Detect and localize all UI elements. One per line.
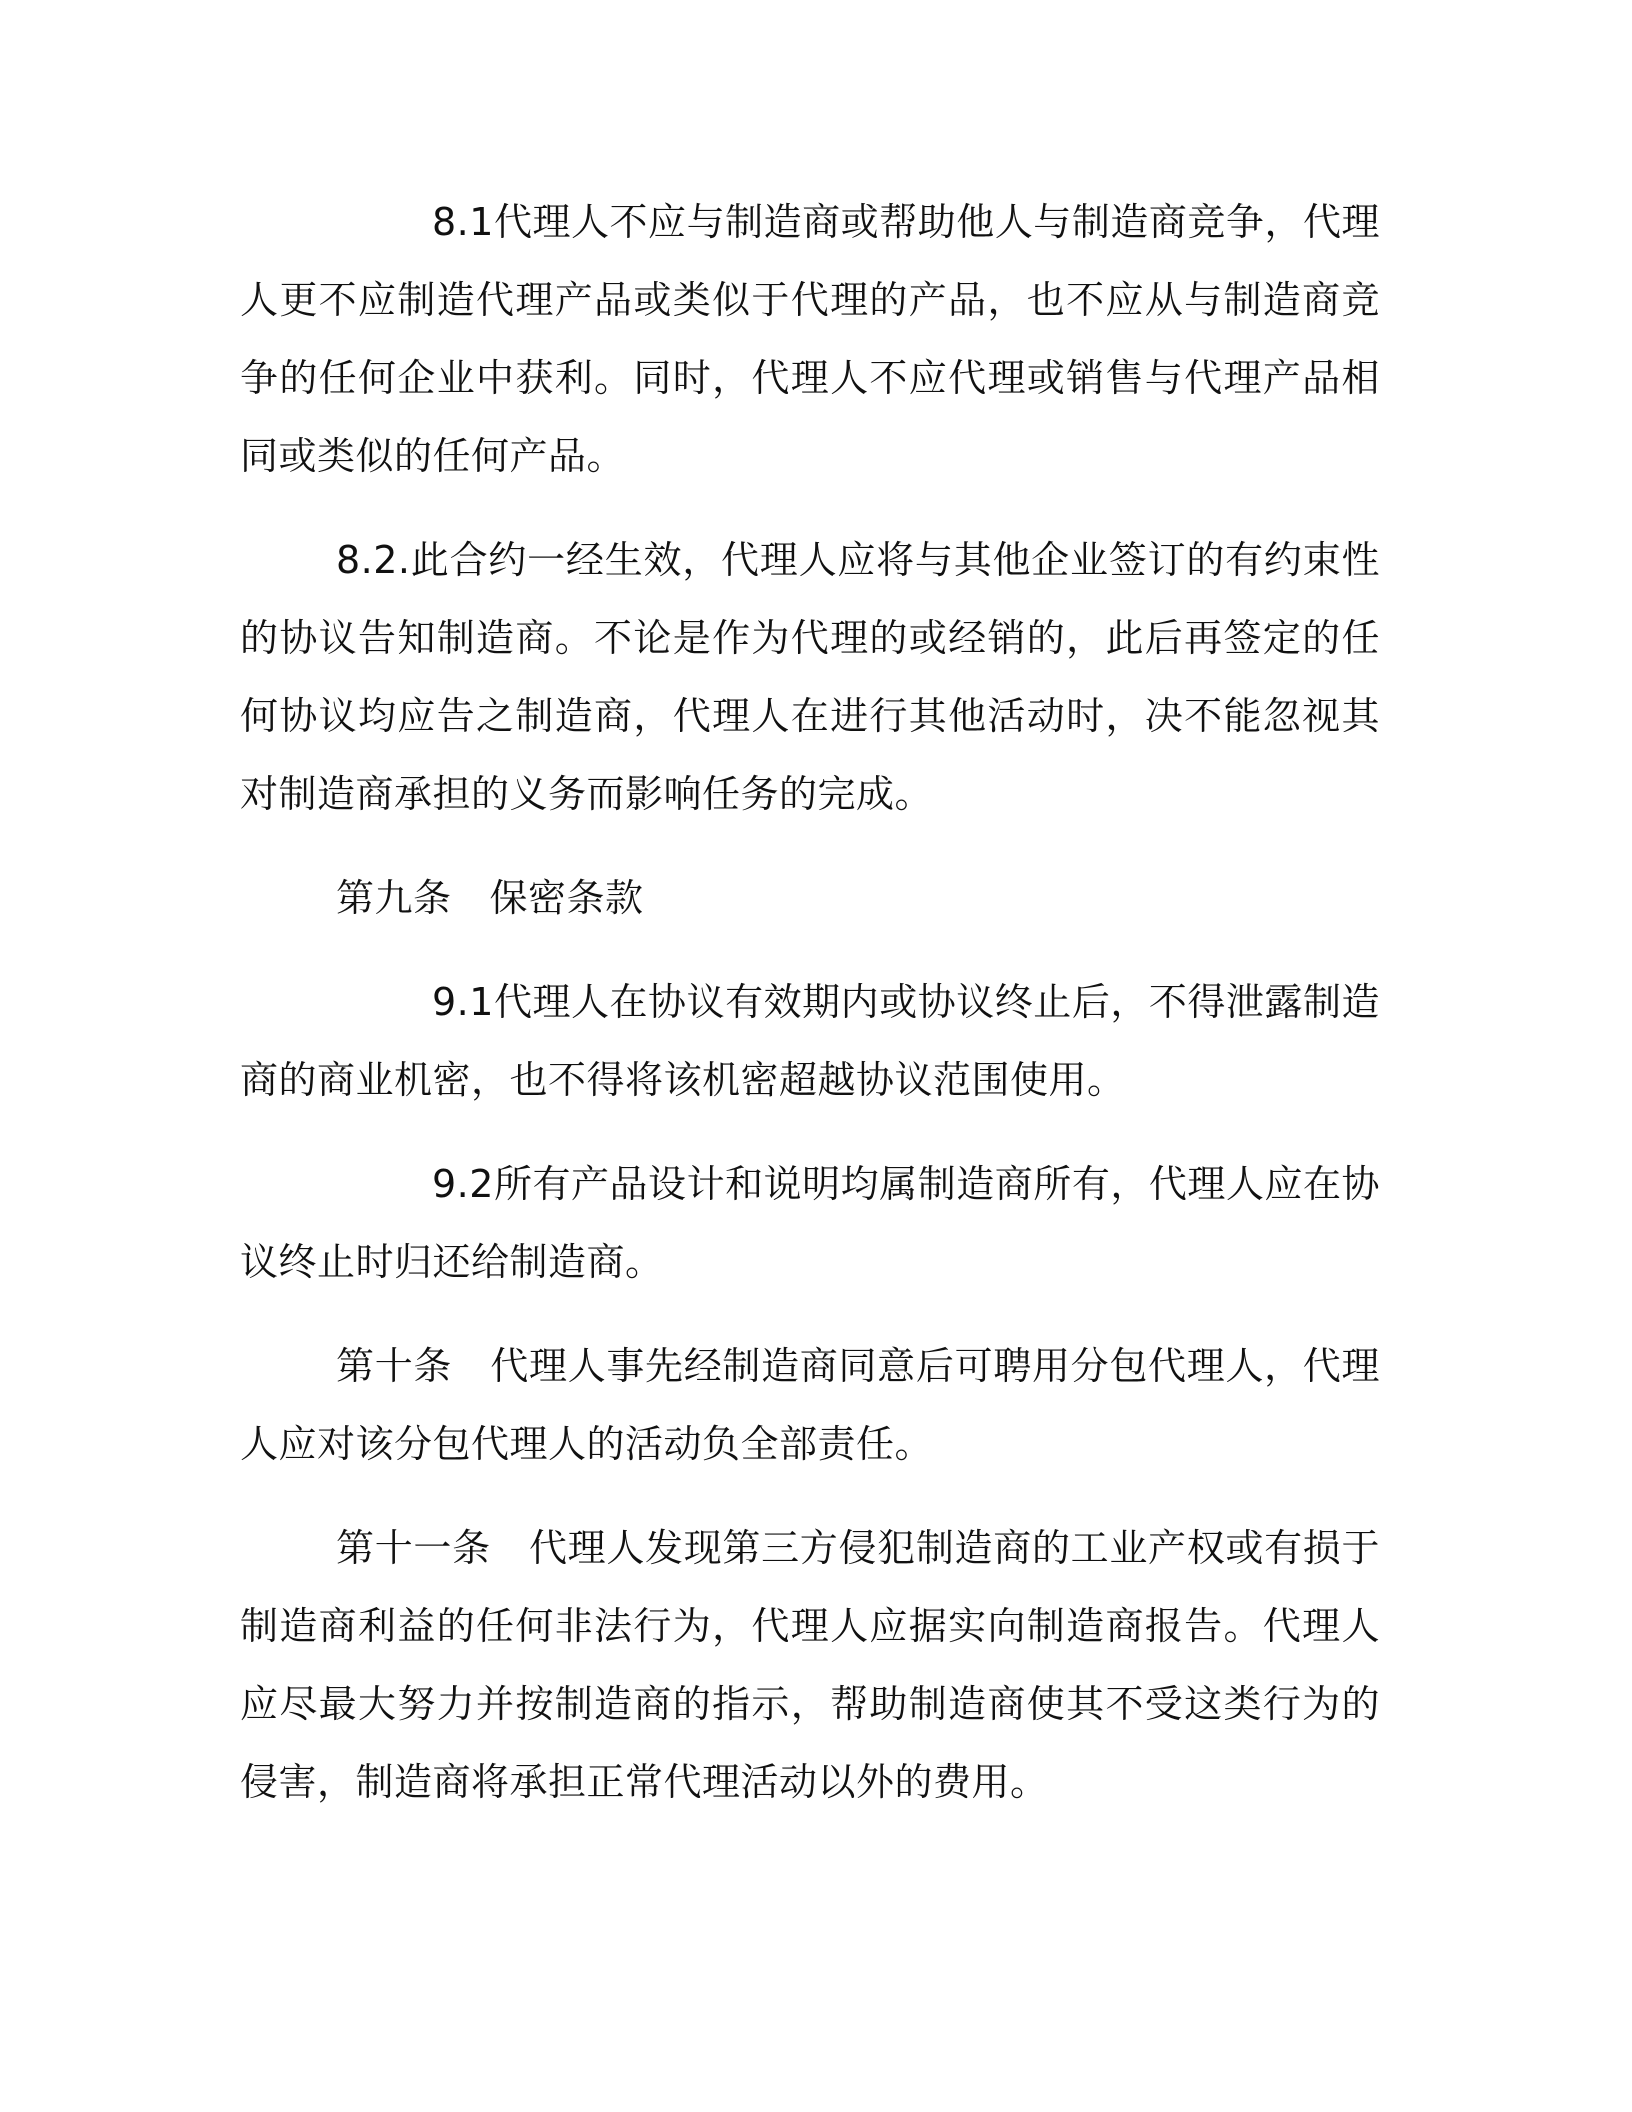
clause-number: 9.2 bbox=[432, 1162, 494, 1206]
clause-number: 8.2. bbox=[336, 538, 411, 582]
clause-text: 代理人在协议有效期内或协议终止后，不得泄露制造商的商业机密，也不得将该机密超越协议范围使用。 bbox=[240, 980, 1380, 1102]
document-body bbox=[240, 183, 1380, 1821]
clause-number: 8.1 bbox=[432, 200, 494, 244]
clause-9-1 bbox=[240, 963, 1380, 1119]
article-text: 代理人发现第三方侵犯制造商的工业产权或有损于制造商利益的任何非法行为，代理人应据实向制造商报告。代理人应尽最大努力并按制造商的指示，帮助制造商使其不受这类行为的侵害，制造商将承担正常代理活动以外的费用。 bbox=[240, 1526, 1380, 1804]
article-11 bbox=[240, 1509, 1380, 1821]
article-number: 第九条 bbox=[336, 876, 452, 920]
clause-8-2 bbox=[240, 521, 1380, 833]
article-9-heading bbox=[240, 859, 1380, 937]
clause-text: 所有产品设计和说明均属制造商所有，代理人应在协议终止时归还给制造商。 bbox=[240, 1162, 1380, 1284]
article-text: 代理人事先经制造商同意后可聘用分包代理人，代理人应对该分包代理人的活动负全部责任。 bbox=[240, 1344, 1380, 1466]
clause-number: 9.1 bbox=[432, 980, 494, 1024]
clause-text: 代理人不应与制造商或帮助他人与制造商竞争，代理人更不应制造代理产品或类似于代理的产品，也不应从与制造商竞争的任何企业中获利。同时，代理人不应代理或销售与代理产品相同或类似的任何产品。 bbox=[240, 200, 1380, 478]
clause-8-1 bbox=[240, 183, 1380, 495]
article-10 bbox=[240, 1327, 1380, 1483]
article-number: 第十条 bbox=[336, 1344, 453, 1388]
clause-text: 此合约一经生效，代理人应将与其他企业签订的有约束性的协议告知制造商。不论是作为代理的或经销的，此后再签定的任何协议均应告之制造商，代理人在进行其他活动时，决不能忽视其对制造商承担的义务而影响任务的完成。 bbox=[240, 538, 1380, 816]
clause-9-2 bbox=[240, 1145, 1380, 1301]
article-title: 保密条款 bbox=[489, 876, 644, 920]
article-number: 第十一条 bbox=[336, 1526, 491, 1570]
